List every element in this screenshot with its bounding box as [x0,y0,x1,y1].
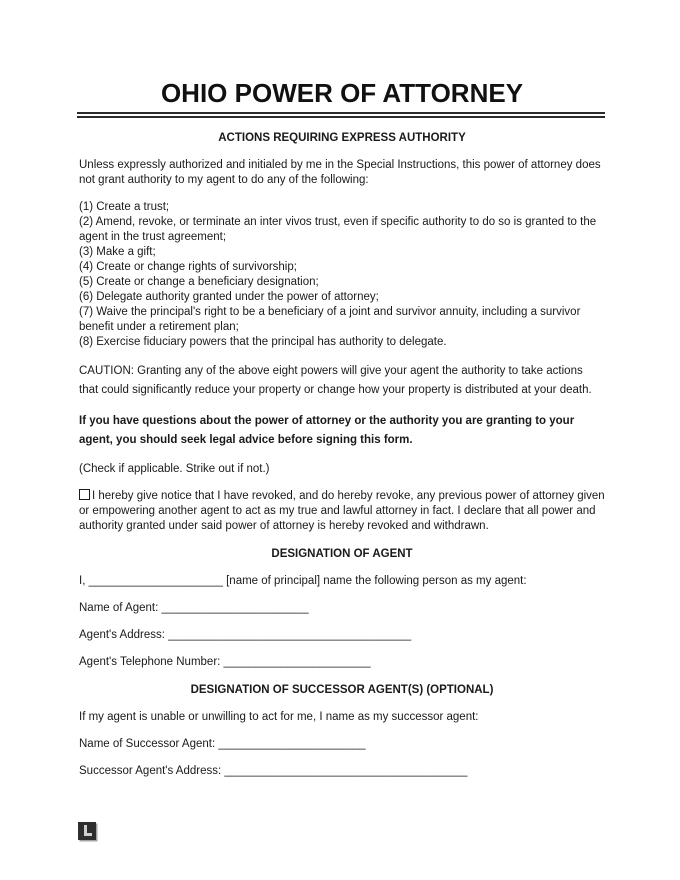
revocation-paragraph [79,489,605,534]
principal-prefix: I, [79,575,86,587]
principal-suffix: [name of principal] name the following person as my agent: [226,575,527,587]
field-agent-address [79,628,605,643]
agent-address-blank: ______________________________________ [168,629,412,641]
field-label: Agent's Telephone Number: [79,656,221,668]
legal-advice-paragraph: If you have questions about the power of attorney or the authority you are granting to your agent, you should seek legal advice before signing this form. [79,415,575,446]
list-item: (6) Delegate authority granted under the power of attorney; [79,291,379,303]
list-item: (4) Create or change rights of survivorship; [79,261,297,273]
field-label: Successor Agent's Address: [79,765,222,777]
section-heading-agent: DESIGNATION OF AGENT [271,548,413,560]
successor-address-blank: ______________________________________ [224,765,468,777]
principal-name-blank: _____________________ [88,575,223,587]
field-label: Agent's Address: [79,629,165,641]
list-item: (7) Waive the principal's right to be a beneficiary of a joint and survivor annuity, including a survivor benefit under a retirement plan; [79,306,581,333]
list-item: (2) Amend, revoke, or terminate an inter vivos trust, even if specific authority to do so is granted to the agent in the trust agreement; [79,216,597,243]
field-label: Name of Agent: [79,602,159,614]
caution-paragraph: CAUTION: Granting any of the above eight powers will give your agent the authority to take actions that could significantly reduce your property or change how your property is distributed at your death. [79,365,592,396]
list-item: (5) Create or change a beneficiary designation; [79,276,319,288]
field-label: Name of Successor Agent: [79,738,216,750]
check-instruction: (Check if applicable. Strike out if not.) [79,463,270,475]
field-agent-name [79,601,605,616]
title-divider [77,112,605,118]
successor-intro: If my agent is unable or unwilling to act for me, I name as my successor agent: [79,711,479,723]
legal-templates-logo-icon [78,822,96,840]
list-item: (3) Make a gift; [79,246,156,258]
page-title: OHIO POWER OF ATTORNEY [160,78,524,108]
revocation-checkbox[interactable] [79,489,90,500]
logo-letter-l [84,825,92,836]
field-successor-address [79,764,605,779]
field-agent-phone [79,655,605,670]
successor-name-blank: _______________________ [218,738,366,750]
list-item: (8) Exercise fiduciary powers that the principal has authority to delegate. [79,336,447,348]
agent-phone-blank: _______________________ [223,656,371,668]
field-successor-name [79,737,605,752]
principal-line [79,574,605,589]
express-authority-intro: Unless expressly authorized and initialed by me in the Special Instructions, this power of attorney does not grant authority to my agent to do any of the following: [79,159,601,186]
section-heading-express-authority: ACTIONS REQUIRING EXPRESS AUTHORITY [218,132,466,144]
agent-name-blank: _______________________ [161,602,309,614]
revocation-text: I hereby give notice that I have revoked, and do hereby revoke, any previous power of attorney given or empowering another agent to act as my true and lawful attorney in fact. I declare that all power and authority granted under said power of attorney is hereby revoked and withdrawn. [79,490,605,532]
list-item: (1) Create a trust; [79,201,170,213]
section-heading-successor-agent: DESIGNATION OF SUCCESSOR AGENT(S) (OPTIONAL) [190,684,494,696]
prohibited-actions-list [79,200,605,350]
